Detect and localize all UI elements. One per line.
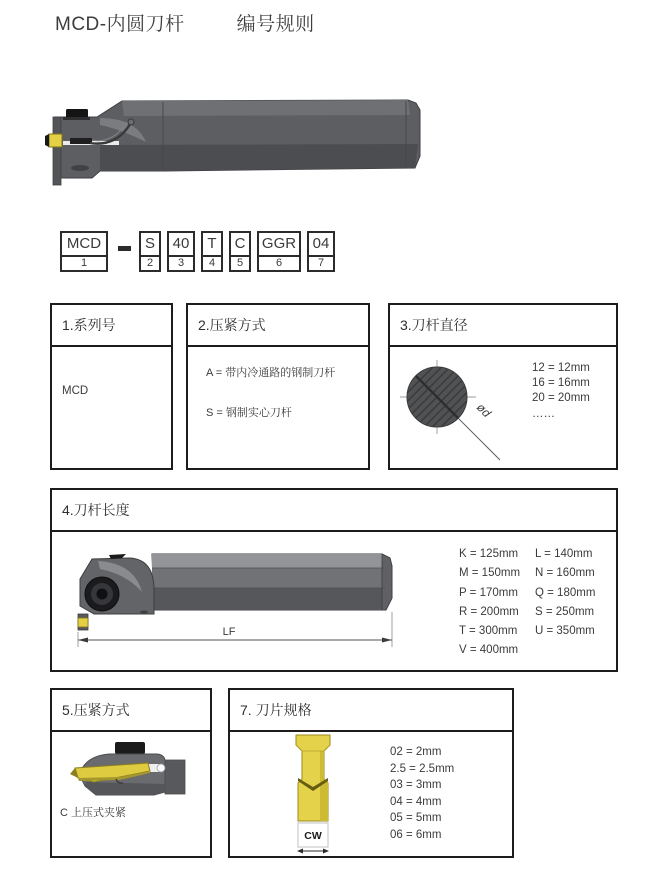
clamp-screw [66, 109, 88, 118]
clamping-option-s: S = 钢制实心刀杆 [206, 407, 292, 419]
box-series-title: 1.系列号 [52, 305, 171, 347]
code-index: 7 [307, 255, 335, 272]
diameter-diagram [398, 353, 518, 468]
insert-size: 05 = 5mm [390, 812, 442, 825]
code-segment [167, 231, 195, 272]
box-length [50, 488, 618, 672]
clamp-head-drawing [64, 734, 199, 804]
length-row: M = 150mm N = 160mm [459, 567, 595, 580]
insert-size: 06 = 6mm [390, 828, 442, 841]
clamp-knob [115, 742, 145, 754]
code-separator-dash [118, 246, 131, 251]
diameter-size: 20 = 20mm [532, 392, 590, 405]
page-title-rule: 编号规则 [236, 14, 315, 35]
box-clamp-style-title: 5.压紧方式 [52, 690, 210, 732]
clamp-style-caption: C 上压式夹紧 [60, 807, 126, 819]
length-code-list [459, 545, 595, 661]
tool-top-facet [122, 100, 410, 116]
insert-yellow [49, 134, 62, 147]
box-clamping-title: 2.压紧方式 [188, 305, 368, 347]
insert-size: 04 = 4mm [390, 795, 442, 808]
code-segment [60, 231, 108, 272]
length-row: V = 400mm [459, 644, 519, 657]
insert-size: 03 = 3mm [390, 779, 442, 792]
diameter-size-list [532, 361, 590, 422]
length-dimension-label: LF [222, 626, 236, 638]
diameter-size: …… [532, 407, 555, 420]
insert-yellow [78, 618, 88, 627]
code-value: GGR [257, 231, 301, 257]
box-series [50, 303, 173, 470]
code-index: 6 [257, 255, 301, 272]
code-value: T [201, 231, 223, 257]
insert-size-list [390, 744, 454, 844]
code-segment [307, 231, 335, 272]
page-title-product: MCD-内圆刀杆 [55, 14, 185, 35]
code-value: MCD [60, 231, 108, 257]
insert-size: 02 = 2mm [390, 746, 442, 758]
box-insert-spec [228, 688, 514, 858]
insert-width-label: CW [304, 830, 322, 842]
box-diameter-title: 3.刀杆直径 [390, 305, 616, 347]
code-index: 2 [139, 255, 161, 272]
insert-drawing [288, 732, 338, 858]
code-value: 40 [167, 231, 195, 257]
series-value: MCD [62, 385, 89, 397]
code-value: 04 [307, 231, 335, 257]
length-row: K = 125mm L = 140mm [459, 548, 593, 560]
clamping-option-a: A = 带内冷通路的钢制刀杆 [206, 367, 336, 379]
length-drawing [64, 544, 404, 662]
tool-bottom-facet [100, 144, 418, 171]
box-diameter [388, 303, 618, 470]
diameter-symbol: ød [473, 400, 494, 421]
order-code [60, 231, 341, 272]
length-row: P = 170mm Q = 180mm [459, 586, 596, 599]
length-row: R = 200mm S = 250mm [459, 605, 595, 618]
box-insert-spec-title: 7. 刀片规格 [230, 690, 512, 732]
code-index: 4 [201, 255, 223, 272]
code-index: 1 [60, 255, 108, 272]
diameter-size: 16 = 16mm [532, 377, 590, 390]
length-row: T = 300mm U = 350mm [459, 625, 595, 638]
code-segment [257, 231, 301, 272]
box-length-title: 4.刀杆长度 [52, 490, 616, 532]
insert-size: 2.5 = 2.5mm [390, 762, 455, 775]
code-index: 3 [167, 255, 195, 272]
diameter-size: 12 = 12mm [532, 362, 590, 374]
tool-photo [40, 88, 440, 206]
code-index: 5 [229, 255, 251, 272]
code-segment [229, 231, 251, 272]
code-segment [139, 231, 161, 272]
code-value: S [139, 231, 161, 257]
page-title [55, 9, 315, 36]
code-value: C [229, 231, 251, 257]
code-segment [201, 231, 223, 272]
box-clamp-style [50, 688, 212, 858]
box-clamping [186, 303, 370, 470]
